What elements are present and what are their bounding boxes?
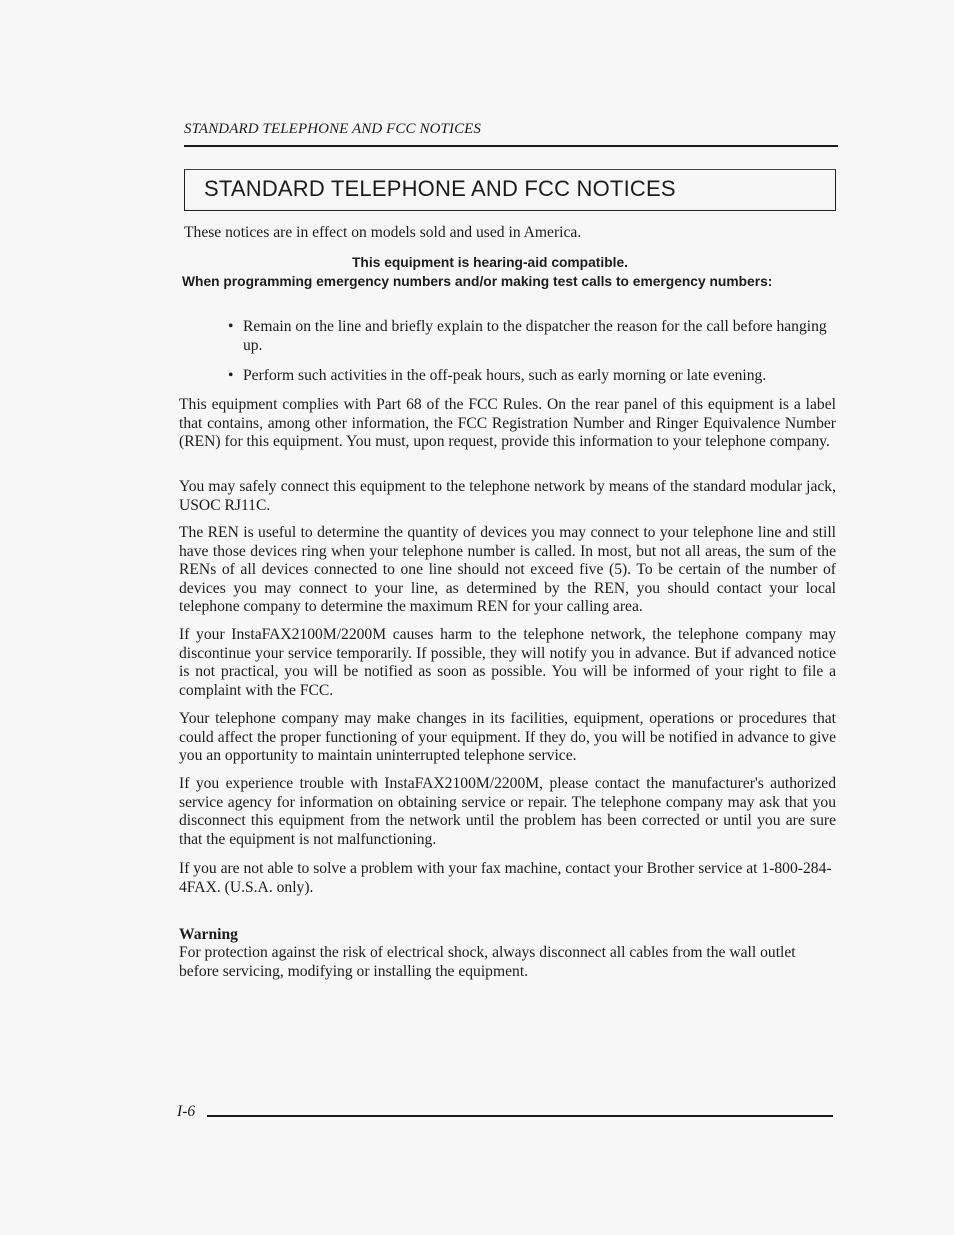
emergency-heading: When programming emergency numbers and/or making test calls to emergency numbers:: [182, 274, 773, 289]
bullet-text: Remain on the line and briefly explain to the dispatcher the reason for the call before hanging up.: [243, 318, 827, 354]
hearing-aid-notice: This equipment is hearing-aid compatible.: [352, 255, 628, 270]
warning-title: Warning: [179, 926, 238, 943]
trouble-paragraph: If you experience trouble with InstaFAX2100M/2200M, please contact the manufacturer's authorized service agency for information on obtaining service or repair. The telephone company may ask that you disconnect this equipment from the network until the problem has been corrected or until you are sure that the equipment is not malfunctioning.: [179, 775, 836, 848]
bullet-item: [228, 367, 838, 386]
bullet-item: [228, 318, 838, 355]
header-rule: [184, 145, 838, 147]
bullet-icon: •: [228, 318, 234, 335]
warning-text: For protection against the risk of electrical shock, always disconnect all cables from the wall outlet before servicing, modifying or installing the equipment.: [179, 944, 796, 980]
company-changes-paragraph: Your telephone company may make changes in its facilities, equipment, operations or procedures that could affect the proper functioning of your equipment. If they do, you will be notified in advance to give you an opportunity to maintain uninterrupted telephone service.: [179, 710, 836, 765]
page-title: STANDARD TELEPHONE AND FCC NOTICES: [204, 176, 676, 201]
title-box: [184, 169, 836, 211]
running-header: STANDARD TELEPHONE AND FCC NOTICES: [184, 121, 482, 137]
footer-rule: [207, 1115, 833, 1117]
network-harm-paragraph: If your InstaFAX2100M/2200M causes harm to the telephone network, the telephone company may discontinue your service temporarily. If possible, they will notify you in advance. But if advanced notice is not practical, you will be notified as soon as possible. You will be informed of your right to file a complaint with the FCC.: [179, 626, 836, 699]
intro-paragraph: These notices are in effect on models sold and used in America.: [184, 224, 582, 241]
fcc-part68-paragraph: This equipment complies with Part 68 of the FCC Rules. On the rear panel of this equipment is a label that contains, among other information, the FCC Registration Number and Ringer Equivalence Number (REN) for this equipment. You must, upon request, provide this information to your telephone company.: [179, 396, 836, 451]
service-contact-paragraph: If you are not able to solve a problem with your fax machine, contact your Brother service at 1-800-284-4FAX. (U.S.A. only).: [179, 860, 832, 896]
page-number: I-6: [177, 1103, 196, 1120]
modular-jack-paragraph: You may safely connect this equipment to the telephone network by means of the standard modular jack, USOC RJ11C.: [179, 478, 836, 514]
bullet-icon: •: [228, 367, 234, 384]
ren-paragraph: The REN is useful to determine the quantity of devices you may connect to your telephone line and still have those devices ring when your telephone number is called. In most, but not all areas, the sum of the RENs of all devices connected to one line should not exceed five (5). To be certain of the number of devices you may connect to your line, as determined by the REN, you should contact your local telephone company to determine the maximum REN for your calling area.: [179, 524, 836, 616]
bullet-text: Perform such activities in the off-peak hours, such as early morning or late evening.: [243, 367, 767, 384]
